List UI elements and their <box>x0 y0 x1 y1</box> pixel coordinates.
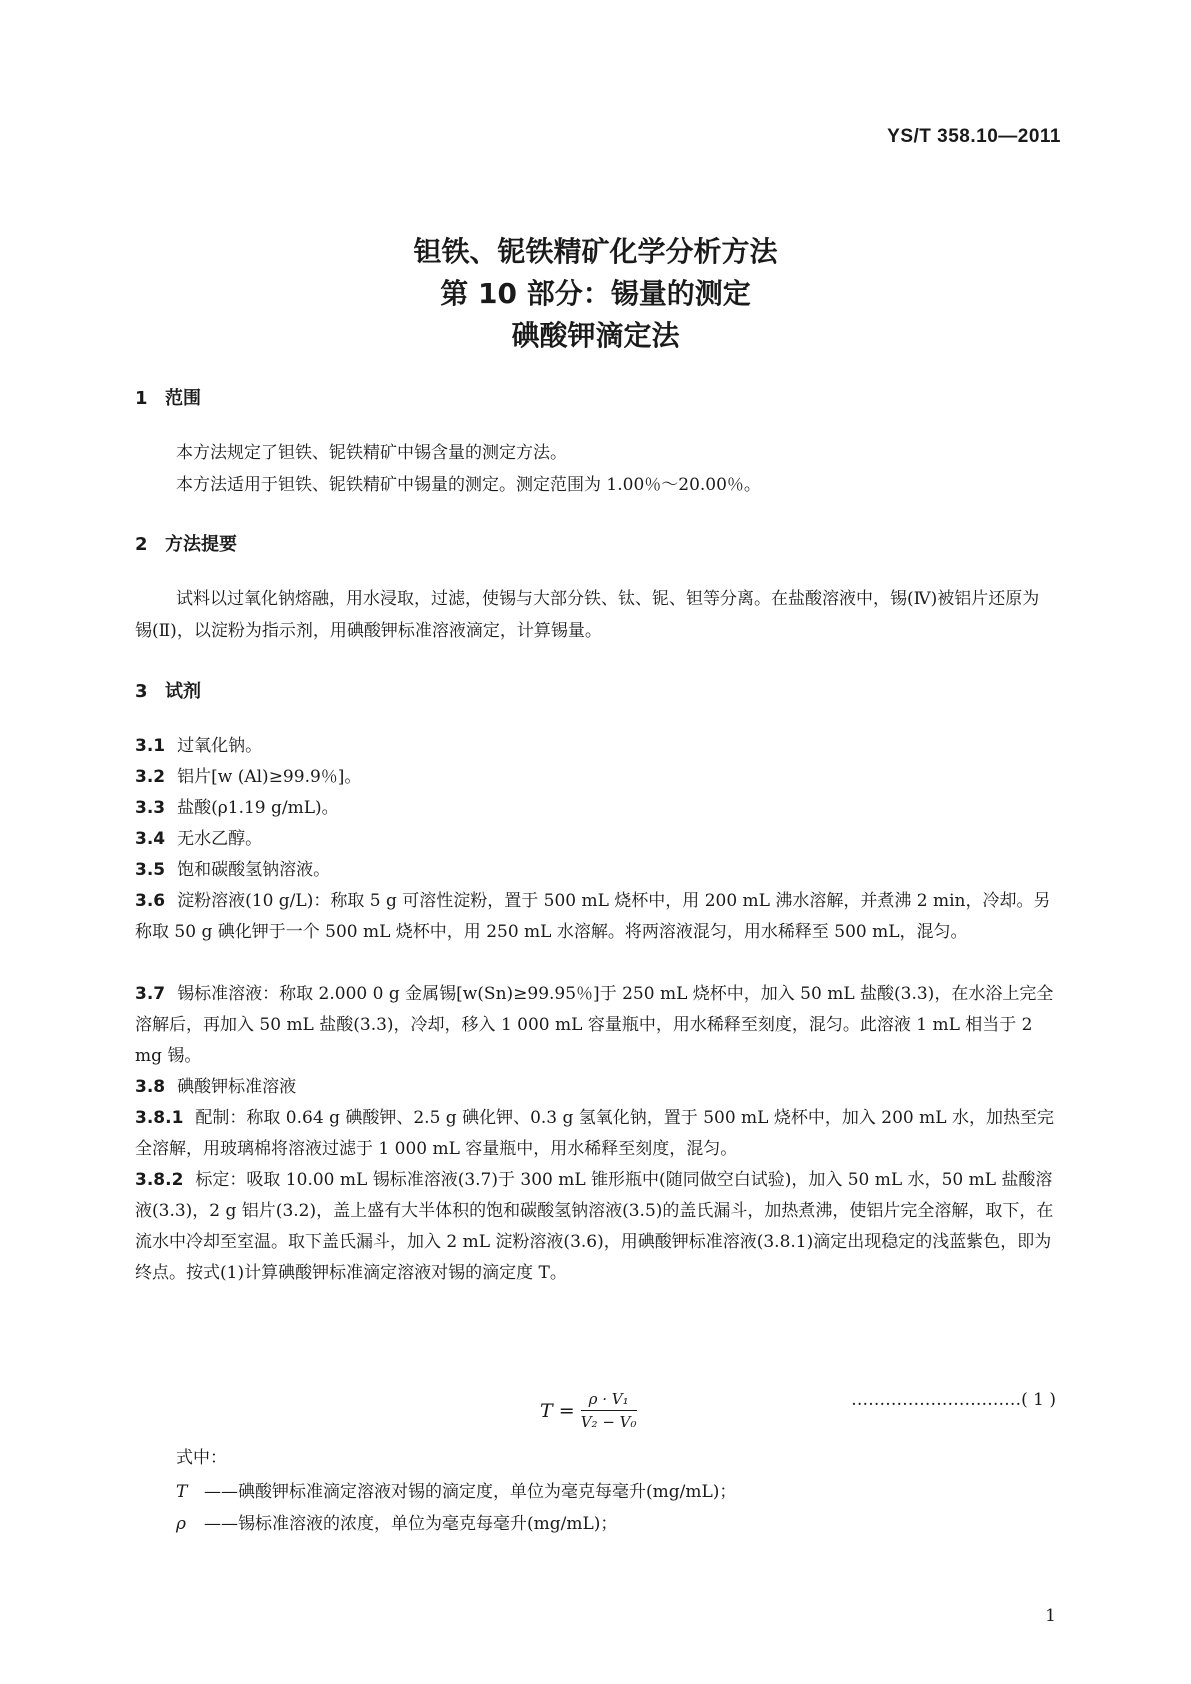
symbol-text: ——锡标准溶液的浓度，单位为毫克每毫升(mg/mL)； <box>204 1514 618 1534</box>
section-number: 3 <box>135 681 148 702</box>
symbol: T <box>176 1482 188 1502</box>
item-number: 3.8.1 <box>135 1108 184 1128</box>
paragraph: 试料以过氧化钠熔融，用水浸取，过滤，使锡与大部分铁、钛、铌、钽等分离。在盐酸溶液中，锡(Ⅳ)被铝片还原为锡(Ⅱ)，以淀粉为指示剂，用碘酸钾标准溶液滴定，计算锡量。 <box>135 589 1040 641</box>
item-number: 3.3 <box>135 798 166 818</box>
symbol-definition <box>176 1477 736 1502</box>
section-title: 方法提要 <box>165 534 237 555</box>
standard-code: YS/T 358.10—2011 <box>887 126 1061 147</box>
section-number: 2 <box>135 534 148 555</box>
section-title: 试剂 <box>165 681 201 702</box>
formula-fraction <box>581 1390 637 1431</box>
reagent-item <box>135 1165 1055 1289</box>
reagent-item <box>135 1103 1055 1165</box>
section-heading-scope <box>135 384 201 410</box>
item-number: 3.1 <box>135 736 166 756</box>
item-number: 3.8 <box>135 1077 166 1097</box>
reagent-item <box>135 855 1055 886</box>
item-text: 铝片[w (Al)≥99.9％]。 <box>177 767 362 787</box>
where-label: 式中： <box>176 1448 227 1468</box>
section-heading-reagents <box>135 677 201 703</box>
item-text: 标定：吸取 10.00 mL 锡标准溶液(3.7)于 300 mL 锥形瓶中(随同做空白试验)，加入 50 mL 水，50 mL 盐酸溶液(3.3)，2 g 铝片(3.2)，盖上盛有大半体积的饱和碳酸氢钠溶液(3.5)的盖氏漏斗，加热煮沸，使铝片完全溶解，取下，在流水中冷却至室温。取下盖氏漏斗，加入 2 mL 淀粉溶液(3.6)，用碘酸钾标准溶液(3.8.1)滴定出现稳定的浅蓝紫色，即为终点。按式(1)计算碘酸钾标准滴定溶液对锡的滴定度 T。 <box>135 1170 1054 1283</box>
item-text: 过氧化钠。 <box>177 736 263 756</box>
document-title-line2: 第 10 部分：锡量的测定 <box>440 277 751 310</box>
reagent-item <box>135 979 1055 1072</box>
reagent-item <box>135 1072 1055 1103</box>
reagent-item <box>135 824 1055 855</box>
item-text: 饱和碳酸氢钠溶液。 <box>177 860 331 880</box>
item-text: 盐酸(ρ1.19 g/mL)。 <box>177 798 339 818</box>
item-text: 淀粉溶液(10 g/L)：称取 5 g 可溶性淀粉，置于 500 mL 烧杯中，用 200 mL 沸水溶解，并煮沸 2 min，冷却。另称取 50 g 碘化钾于一个 500 mL 烧杯中，用 250 mL 水溶解。将两溶液混匀，用水稀释至 500 mL，混匀。 <box>135 891 1051 942</box>
section-title: 范围 <box>165 388 201 409</box>
item-number: 3.5 <box>135 860 166 880</box>
paragraph: 本方法规定了钽铁、铌铁精矿中锡含量的测定方法。 <box>176 443 567 463</box>
symbol: ρ <box>176 1514 186 1534</box>
document-title-line3: 碘酸钾滴定法 <box>511 319 680 352</box>
formula-denominator: V₂ − V₀ <box>580 1413 637 1431</box>
item-text: 配制：称取 0.64 g 碘酸钾、2.5 g 碘化钾、0.3 g 氢氧化钠，置于 500 mL 烧杯中，加入 200 mL 水，加热至完全溶解，用玻璃棉将溶液过滤于 1 000 mL 容量瓶中，用水稀释至刻度，混匀。 <box>135 1108 1054 1159</box>
titer-formula <box>540 1390 637 1431</box>
document-title-line1: 钽铁、铌铁精矿化学分析方法 <box>413 235 778 268</box>
item-text: 无水乙醇。 <box>177 829 263 849</box>
formula-numerator: ρ · V₁ <box>581 1390 637 1411</box>
section-heading-principle <box>135 530 237 556</box>
item-text: 碘酸钾标准溶液 <box>177 1077 297 1097</box>
item-number: 3.4 <box>135 829 166 849</box>
reagent-item <box>135 793 1055 824</box>
page-number: 1 <box>1045 1606 1056 1626</box>
item-number: 3.2 <box>135 767 166 787</box>
reagent-item <box>135 731 1055 762</box>
item-number: 3.6 <box>135 891 166 911</box>
symbol-definition <box>176 1509 617 1534</box>
reagent-item <box>135 762 1055 793</box>
paragraph: 本方法适用于钽铁、铌铁精矿中锡量的测定。测定范围为 1.00％～20.00％。 <box>176 475 761 495</box>
formula-lhs: T = <box>540 1399 575 1422</box>
symbol-text: ——碘酸钾标准滴定溶液对锡的滴定度，单位为毫克每毫升(mg/mL)； <box>204 1482 737 1502</box>
equation-number: …………………………( 1 ) <box>851 1390 1056 1410</box>
reagent-item <box>135 886 1055 948</box>
item-number: 3.8.2 <box>135 1170 184 1190</box>
item-text: 锡标准溶液：称取 2.000 0 g 金属锡[w(Sn)≥99.95％]于 250 mL 烧杯中，加入 50 mL 盐酸(3.3)，在水浴上完全溶解后，再加入 50 mL 盐酸(3.3)，冷却，移入 1 000 mL 容量瓶中，用水稀释至刻度，混匀。此溶液 1 mL 相当于 2 mg 锡。 <box>135 984 1054 1066</box>
item-number: 3.7 <box>135 984 166 1004</box>
section-number: 1 <box>135 388 148 409</box>
